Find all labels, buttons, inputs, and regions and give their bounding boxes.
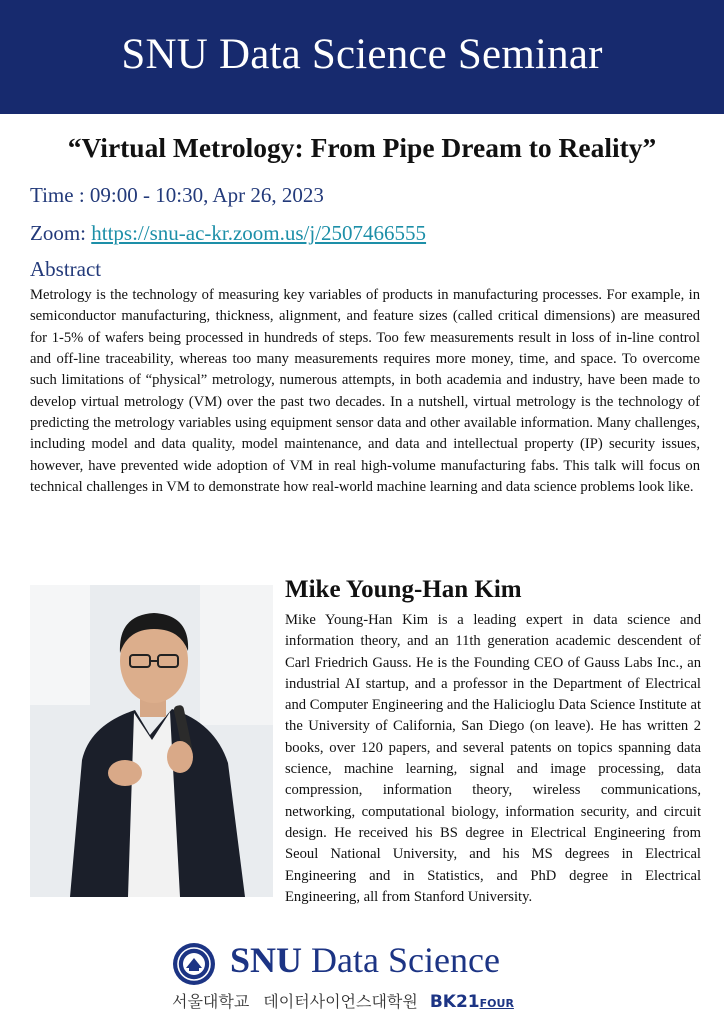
speaker-bio: Mike Young-Han Kim is a leading expert in data science and information theory, and an 11th generation academic descendent of Carl Friedrich Gauss. He is the Founding CEO of Gauss Labs Inc., an industrial AI startup, and a professor in the Department of Electrical and Computer Engineering and the Halicioglu Data Science Institute at the University of California, San Diego (on leave). He has written 2 books, over 120 papers, and several patents on topics spanning data science, machine learning, signal and image processing, data compression, information theory, wireless communications, networking, computational biology, information security, and circuit design. He received his BS degree in Electrical Engineering from Seoul National University, and his MS degrees in Electrical Engineering and in Statistics, and PhD degree in Electrical Engineering, all from Stanford University. bbox=[285, 612, 701, 905]
time-value: 09:00 - 10:30, Apr 26, 2023 bbox=[89, 183, 324, 207]
zoom-link[interactable]: https://snu-ac-kr.zoom.us/j/2507466555 bbox=[91, 221, 427, 245]
footer-brand bbox=[230, 939, 500, 981]
zoom-label: Zoom: bbox=[30, 221, 92, 245]
footer-univ: 서울대학교 bbox=[172, 992, 250, 1011]
footer-dept: 데이터사이언스대학원 bbox=[263, 992, 418, 1011]
zoom-line bbox=[30, 221, 426, 246]
snu-seal-icon bbox=[172, 942, 216, 986]
footer-subline bbox=[172, 989, 514, 1012]
seminar-title: SNU Data Science Seminar bbox=[121, 30, 603, 78]
time-label: Time : bbox=[30, 183, 90, 207]
talk-title: “Virtual Metrology: From Pipe Dream to Reality” bbox=[67, 132, 657, 163]
footer-bk-four: FOUR bbox=[479, 997, 514, 1010]
time-line bbox=[30, 183, 324, 208]
speaker-name: Mike Young-Han Kim bbox=[285, 576, 522, 603]
abstract-text: Metrology is the technology of measuring key variables of products in manufacturing processes. For example, in semiconductor manufacturing, thickness, alignment, and feature sizes (called critical dimensions) are measured for 1-5% of wafers being processed in hundreds of steps. Too few measurements result in loss of in-line control and off-line traceability, whereas too many measurements requires more money, time, and space. To overcome such limitations of “physical” metrology, numerous attempts, in both academia and industry, have been made to develop virtual metrology (VM) over the past two decades. In a nutshell, virtual metrology is the technology of predicting the metrology variables using equipment sensor data and other available information. Many challenges, including model and data quality, model maintenance, and data and intellectual property (IP) security issues, however, have prevented wide adoption of VM in real high-volume manufacturing fabs. This talk will focus on technical challenges in VM to demonstrate how real-world machine learning and data science problems look like. bbox=[30, 287, 700, 496]
abstract-heading: Abstract bbox=[30, 257, 102, 281]
speaker-photo-illustration bbox=[30, 585, 273, 897]
header-banner bbox=[0, 0, 724, 114]
speaker-photo bbox=[30, 585, 273, 897]
footer-logo-area bbox=[0, 935, 724, 1024]
footer-brand-snu: SNU bbox=[230, 940, 303, 980]
footer-bk21: BK21 bbox=[429, 992, 480, 1012]
footer-brand-rest: Data Science bbox=[311, 940, 500, 980]
